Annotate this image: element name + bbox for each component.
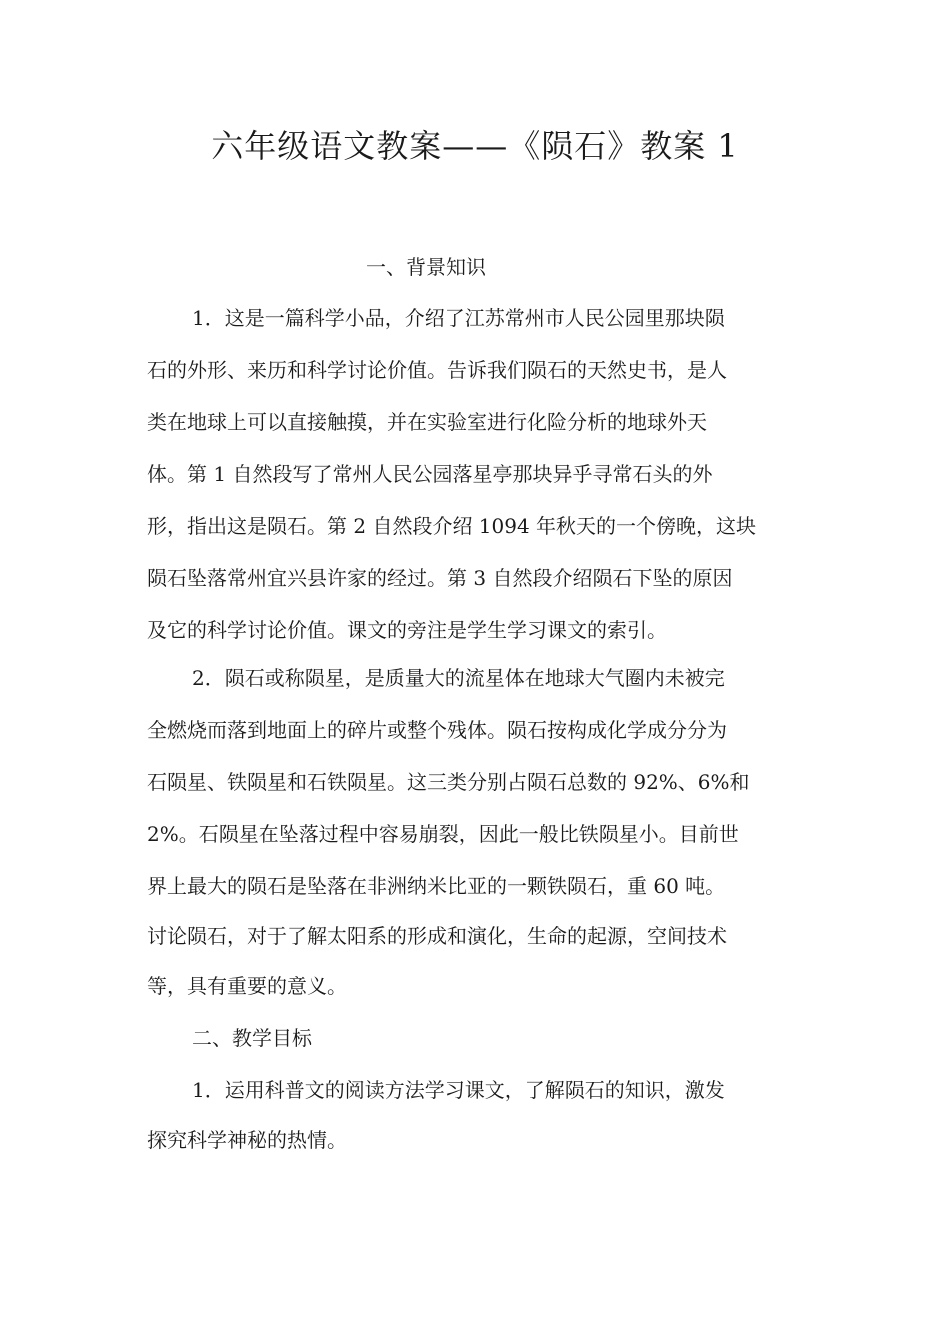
paragraph-line: 石陨星、铁陨星和石铁陨星。这三类分别占陨石总数的 92%、6%和 [147, 770, 750, 794]
paragraph-line: 全燃烧而落到地面上的碎片或整个残体。陨石按构成化学成分分为 [147, 718, 727, 742]
paragraph-line: 讨论陨石，对于了解太阳系的形成和演化，生命的起源，空间技术 [147, 924, 727, 948]
document-title: 六年级语文教案——《陨石》教案 1 [211, 127, 739, 165]
paragraph-line: 形，指出这是陨石。第 2 自然段介绍 1094 年秋天的一个傍晚，这块 [147, 514, 757, 538]
section-heading-background: 一、背景知识 [366, 255, 486, 279]
paragraph-line: 1．运用科普文的阅读方法学习课文，了解陨石的知识，激发 [192, 1078, 725, 1102]
paragraph-line: 陨石坠落常州宜兴县许家的经过。第 3 自然段介绍陨石下坠的原因 [147, 566, 733, 590]
paragraph-line: 界上最大的陨石是坠落在非洲纳米比亚的一颗铁陨石，重 60 吨。 [147, 874, 726, 898]
paragraph-line: 类在地球上可以直接触摸，并在实验室进行化险分析的地球外天 [147, 410, 707, 434]
paragraph-line: 探究科学神秘的热情。 [147, 1128, 347, 1152]
paragraph-line: 1．这是一篇科学小品，介绍了江苏常州市人民公园里那块陨 [192, 306, 725, 330]
paragraph-line: 2．陨石或称陨星，是质量大的流星体在地球大气圈内未被完 [192, 666, 725, 690]
paragraph-line: 体。第 1 自然段写了常州人民公园落星亭那块异乎寻常石头的外 [147, 462, 713, 486]
paragraph-line: 2%。石陨星在坠落过程中容易崩裂，因此一般比铁陨星小。目前世 [147, 822, 739, 846]
paragraph-line: 等，具有重要的意义。 [147, 974, 347, 998]
paragraph-line: 及它的科学讨论价值。课文的旁注是学生学习课文的索引。 [147, 618, 667, 642]
paragraph-line: 石的外形、来历和科学讨论价值。告诉我们陨石的天然史书，是人 [147, 358, 727, 382]
section-heading-objectives: 二、教学目标 [192, 1026, 312, 1050]
